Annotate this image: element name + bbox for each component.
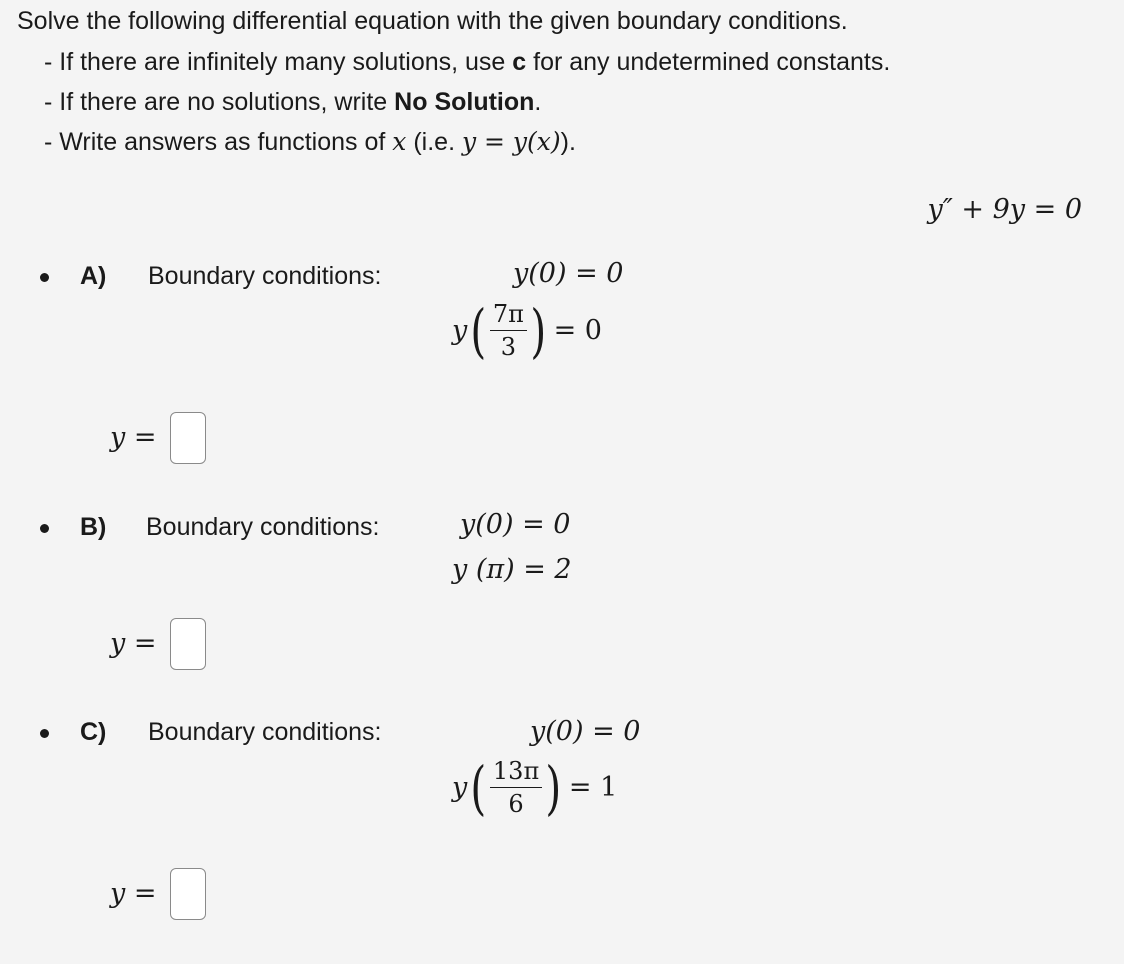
part-a-condition-2: y ( $\frac{7\pi}{3}$ ) = 0	[452, 296, 602, 365]
part-b-condition-2: y (π) = 2	[452, 554, 572, 585]
instruction-rule-no-solution: - If there are no solutions, write No Solution.	[44, 88, 542, 116]
part-a-fraction: $\frac{7\pi}{3}$	[490, 300, 527, 361]
right-paren: )	[545, 753, 562, 822]
instructions	[17, 6, 848, 36]
bullet-icon	[40, 524, 49, 533]
instruction-rule-functions: - Write answers as functions of x (i.e. y = y(x)).	[44, 127, 576, 156]
instruction-title: Solve the following differential equation with the given boundary conditions.	[17, 7, 848, 35]
right-paren: )	[530, 296, 547, 365]
part-b-label: B)	[80, 513, 107, 541]
part-c-fraction: $\frac{13\pi}{6}$	[490, 757, 542, 818]
part-b-boundary-label: Boundary conditions:	[146, 513, 380, 541]
part-c-answer-prefix: y =	[110, 878, 157, 909]
part-a-boundary-label: Boundary conditions:	[148, 262, 382, 290]
part-b-condition-1: y(0) = 0	[460, 509, 571, 540]
instruction-rule-constants: - If there are infinitely many solutions, use c for any undetermined constants.	[44, 48, 891, 76]
part-b-answer-prefix: y =	[110, 628, 157, 659]
part-a-condition-1: y(0) = 0	[513, 258, 624, 289]
part-b-answer-input[interactable]	[170, 618, 206, 670]
bullet-icon	[40, 273, 49, 282]
part-c-boundary-label: Boundary conditions:	[148, 718, 382, 746]
part-c-condition-1: y(0) = 0	[530, 716, 641, 747]
bullet-icon	[40, 729, 49, 738]
part-a-answer-prefix: y =	[110, 422, 157, 453]
part-a-label: A)	[80, 262, 107, 290]
part-c-answer-input[interactable]	[170, 868, 206, 920]
part-c-label: C)	[80, 718, 107, 746]
part-c-condition-2: y ( $\frac{13\pi}{6}$ ) = 1	[452, 753, 618, 822]
part-a-answer-input[interactable]	[170, 412, 206, 464]
differential-equation: y″ + 9y = 0	[927, 194, 1082, 225]
left-paren: (	[470, 753, 487, 822]
left-paren: (	[470, 296, 487, 365]
